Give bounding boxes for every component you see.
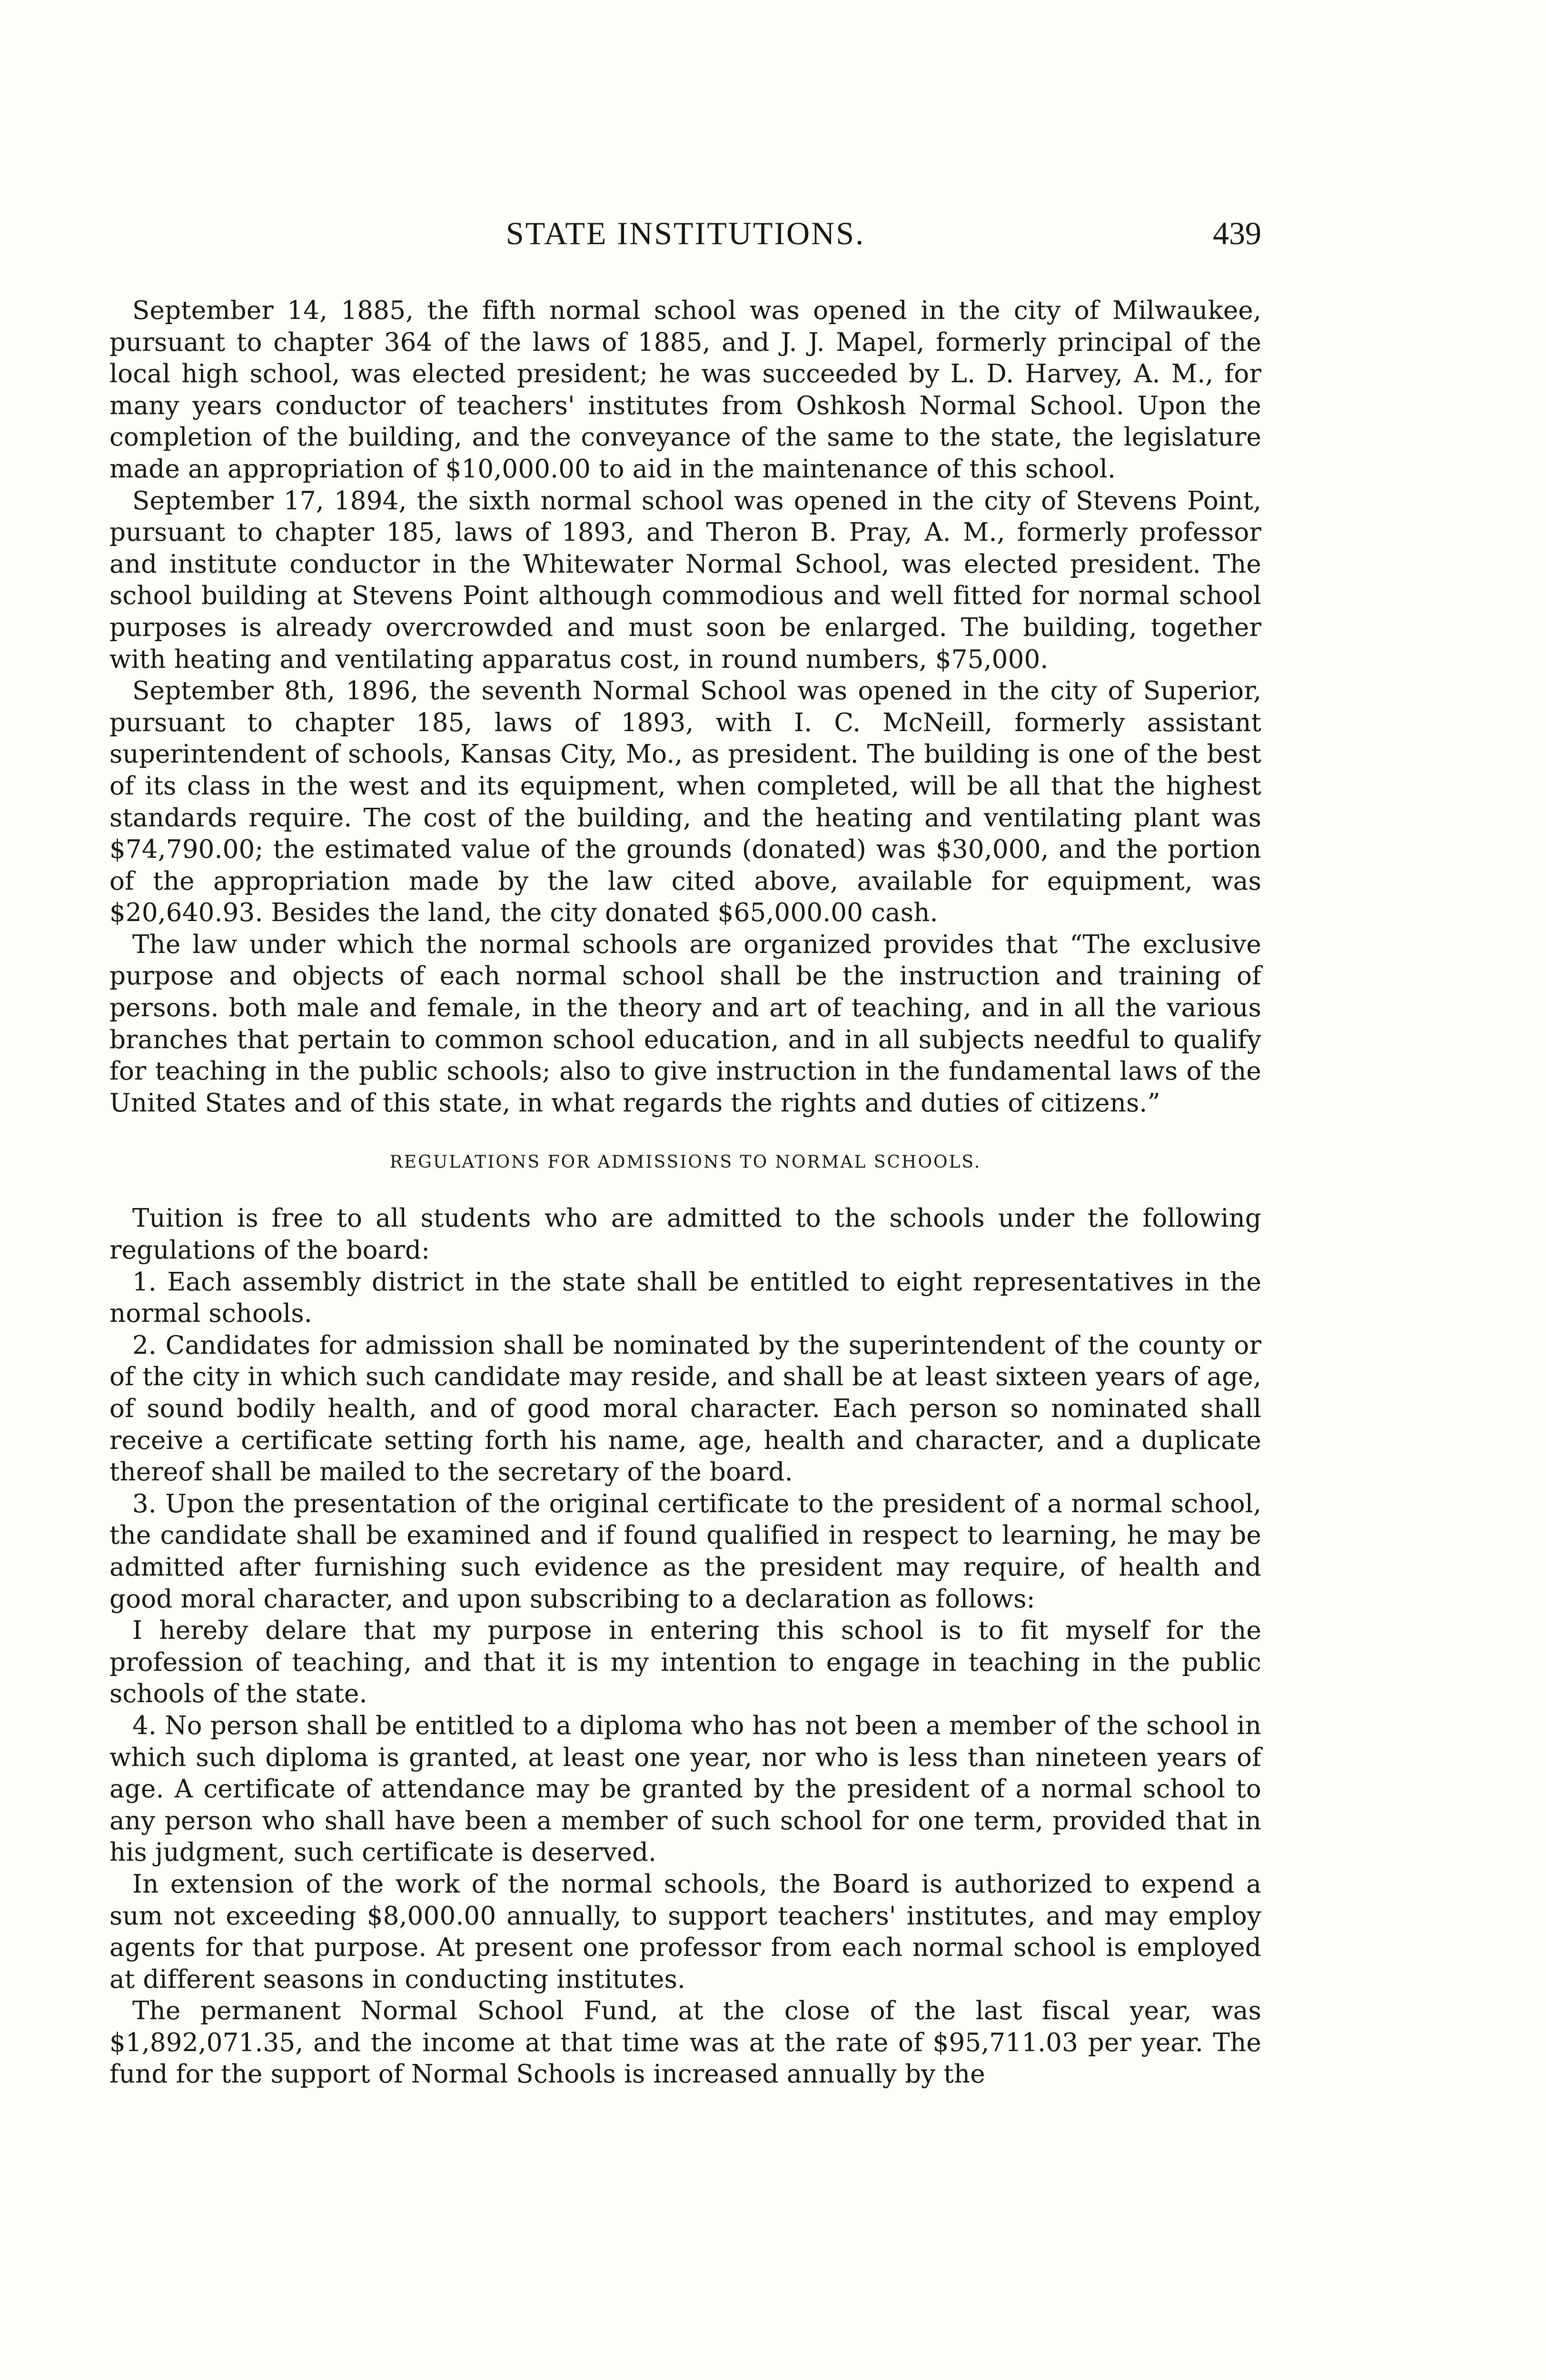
- running-title: STATE INSTITUTIONS.: [505, 215, 865, 251]
- paragraph-normal-school-fund: The permanent Normal School Fund, at the close of the last fiscal year, was $1,892,071.35, and the income at that time was at the rate of $95,711.03 per year. The fund for the support of Normal Schools is increased annually by the: [109, 1996, 1261, 2089]
- paragraph-stevens-point-school: September 17, 1894, the sixth normal school was opened in the city of Stevens Point, pursuant to chapter 185, laws of 1893, and Theron B. Pray, A. M., formerly professor and institute conductor in the Whitewater Normal School, was elected president. The school building at Stevens Point although commodious and well fitted for normal school purposes is already overcrowded and must soon be enlarged. The building, together with heating and ventilating apparatus cost, in round numbers, $75,000.: [109, 486, 1261, 674]
- paragraph-normal-school-law: The law under which the normal schools are organized provides that “The exclusive purpose and objects of each normal school shall be the instruction and training of persons. both male and female, in the theory and art of teaching, and in all the various branches that pertain to common school education, and in all subjects needful to qualify for teaching in the public schools; also to give instruction in the fundamental laws of the United States and of this state, in what regards the rights and duties of citizens.”: [109, 930, 1261, 1118]
- document-body: [109, 295, 1261, 2091]
- page-number: 439: [1213, 215, 1261, 251]
- declaration: I hereby delare that my purpose in entering this school is to fit myself for the profession of teaching, and that it is my intention to engage in teaching in the public schools of the state.: [109, 1616, 1261, 1709]
- paragraph-milwaukee-school: September 14, 1885, the fifth normal school was opened in the city of Milwaukee, pursuant to chapter 364 of the laws of 1885, and J. J. Mapel, formerly principal of the local high school, was elected president; he was succeeded by L. D. Harvey, A. M., for many years conductor of teachers' institutes from Oshkosh Normal School. Upon the completion of the building, and the conveyance of the same to the state, the legislature made an appropriation of $10,000.00 to aid in the maintenance of this school.: [109, 296, 1261, 484]
- paragraph-superior-school: September 8th, 1896, the seventh Normal School was opened in the city of Superior, pursuant to chapter 185, laws of 1893, with I. C. McNeill, formerly assistant superintendent of schools, Kansas City, Mo., as president. The building is one of the best of its class in the west and its equipment, when completed, will be all that the highest standards require. The cost of the building, and the heating and ventilating plant was $74,790.00; the estimated value of the grounds (donated) was $30,000, and the portion of the appropriation made by the law cited above, available for equipment, was $20,640.93. Besides the land, the city donated $65,000.00 cash.: [109, 676, 1261, 928]
- running-head: [109, 212, 1261, 255]
- paragraph-institutes: In extension of the work of the normal schools, the Board is authorized to expend a sum not exceeding $8,000.00 annually, to support teachers' institutes, and may employ agents for that purpose. At present one professor from each normal school is employed at different seasons in conducting institutes.: [109, 1869, 1261, 1994]
- regulation-2: 2. Candidates for admission shall be nominated by the superintendent of the county or of the city in which such candidate may reside, and shall be at least sixteen years of age, of sound bodily health, and of good moral character. Each person so nominated shall receive a certificate setting forth his name, age, health and character, and a duplicate thereof shall be mailed to the secretary of the board.: [109, 1330, 1261, 1487]
- paragraph-tuition: Tuition is free to all students who are admitted to the schools under the following regulations of the board:: [109, 1204, 1261, 1265]
- section-heading: REGULATIONS FOR ADMISSIONS TO NORMAL SCHOOLS.: [389, 1152, 981, 1172]
- regulation-3: 3. Upon the presentation of the original certificate to the president of a normal school, the candidate shall be examined and if found qualified in respect to learning, he may be admitted after furnishing such evidence as the president may require, of health and good moral character, and upon subscribing to a declaration as follows:: [109, 1489, 1261, 1614]
- regulation-4: 4. No person shall be entitled to a diploma who has not been a member of the school in which such diploma is granted, at least one year, nor who is less than nineteen years of age. A certificate of attendance may be granted by the president of a normal school to any person who shall have been a member of such school for one term, provided that in his judgment, such certificate is deserved.: [109, 1711, 1261, 1867]
- regulation-1: 1. Each assembly district in the state shall be entitled to eight representatives in the normal schools.: [109, 1267, 1261, 1329]
